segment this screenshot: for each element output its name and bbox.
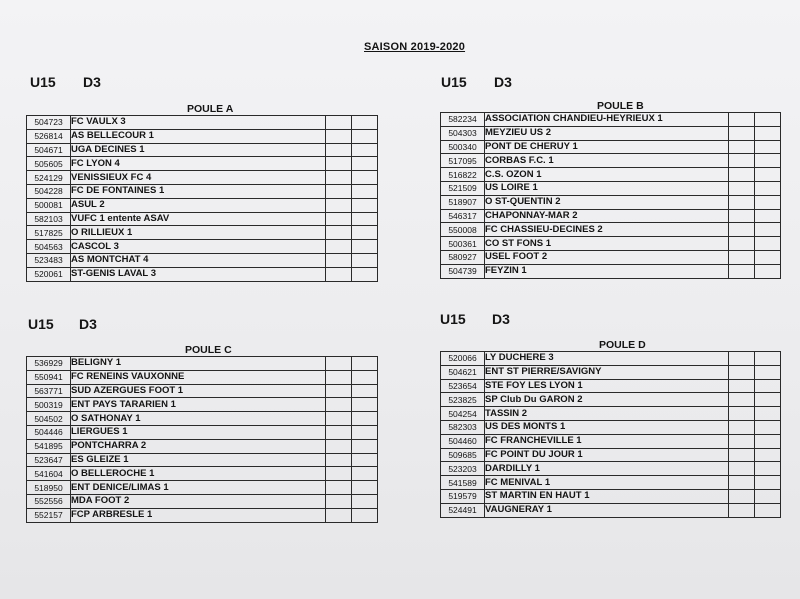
- empty-cell: [755, 250, 781, 264]
- club-name: SUD AZERGUES FOOT 1: [71, 384, 326, 398]
- empty-cell: [326, 226, 352, 240]
- empty-cell: [352, 494, 378, 508]
- empty-cell: [755, 237, 781, 251]
- empty-cell: [729, 462, 755, 476]
- club-name: ENT PAYS TARARIEN 1: [71, 398, 326, 412]
- table-row: [441, 420, 781, 434]
- club-name: MDA FOOT 2: [71, 494, 326, 508]
- empty-cell: [352, 384, 378, 398]
- club-code: 550008: [441, 223, 485, 237]
- club-code: 520066: [441, 352, 485, 366]
- empty-cell: [755, 379, 781, 393]
- empty-cell: [326, 453, 352, 467]
- empty-cell: [729, 223, 755, 237]
- table-row: [441, 434, 781, 448]
- empty-cell: [755, 407, 781, 421]
- club-code: 500319: [27, 398, 71, 412]
- empty-cell: [755, 168, 781, 182]
- empty-cell: [326, 494, 352, 508]
- club-name: O SATHONAY 1: [71, 412, 326, 426]
- club-code: 541895: [27, 439, 71, 453]
- club-name: PONT DE CHERUY 1: [485, 140, 729, 154]
- empty-cell: [729, 113, 755, 127]
- club-name: TASSIN 2: [485, 407, 729, 421]
- table-row: [441, 250, 781, 264]
- empty-cell: [326, 384, 352, 398]
- empty-cell: [352, 116, 378, 130]
- empty-cell: [352, 370, 378, 384]
- empty-cell: [755, 448, 781, 462]
- empty-cell: [755, 476, 781, 490]
- club-code: 546317: [441, 209, 485, 223]
- table-row: [441, 195, 781, 209]
- club-code: 523203: [441, 462, 485, 476]
- empty-cell: [729, 434, 755, 448]
- empty-cell: [729, 476, 755, 490]
- club-name: FCP ARBRESLE 1: [71, 508, 326, 522]
- table-row: [441, 223, 781, 237]
- club-code: 523825: [441, 393, 485, 407]
- empty-cell: [352, 212, 378, 226]
- club-code: 552556: [27, 494, 71, 508]
- table-row: [441, 264, 781, 278]
- club-code: 582303: [441, 420, 485, 434]
- empty-cell: [755, 352, 781, 366]
- table-row: [27, 508, 378, 522]
- club-code: 536929: [27, 357, 71, 371]
- club-name: O BELLEROCHE 1: [71, 467, 326, 481]
- poule-a-table: [26, 115, 378, 282]
- club-name: ASUL 2: [71, 198, 326, 212]
- table-row: [27, 357, 378, 371]
- empty-cell: [326, 240, 352, 254]
- empty-cell: [729, 264, 755, 278]
- poule-a-title: POULE A: [187, 103, 234, 115]
- empty-cell: [326, 357, 352, 371]
- club-code: 523647: [27, 453, 71, 467]
- empty-cell: [729, 154, 755, 168]
- club-name: ENT DENICE/LIMAS 1: [71, 481, 326, 495]
- club-code: 519579: [441, 489, 485, 503]
- empty-cell: [729, 168, 755, 182]
- club-name: BELIGNY 1: [71, 357, 326, 371]
- empty-cell: [352, 198, 378, 212]
- empty-cell: [352, 508, 378, 522]
- club-name: ST MARTIN EN HAUT 1: [485, 489, 729, 503]
- table-row: [441, 154, 781, 168]
- empty-cell: [729, 379, 755, 393]
- poule-d-level: D3: [492, 311, 510, 327]
- club-name: SP Club Du GARON 2: [485, 393, 729, 407]
- poule-c-level: D3: [79, 316, 97, 332]
- table-row: [27, 467, 378, 481]
- empty-cell: [326, 467, 352, 481]
- empty-cell: [755, 489, 781, 503]
- table-row: [441, 168, 781, 182]
- poule-b-table: [440, 112, 781, 279]
- table-row: [27, 184, 378, 198]
- club-code: 518950: [27, 481, 71, 495]
- club-name: PONTCHARRA 2: [71, 439, 326, 453]
- club-name: CO ST FONS 1: [485, 237, 729, 251]
- poule-c-table: [26, 356, 378, 523]
- club-code: 509685: [441, 448, 485, 462]
- empty-cell: [352, 171, 378, 185]
- club-code: 523483: [27, 253, 71, 267]
- table-row: [27, 129, 378, 143]
- table-row: [441, 140, 781, 154]
- empty-cell: [729, 237, 755, 251]
- club-name: MEYZIEU US 2: [485, 126, 729, 140]
- club-name: ENT ST PIERRE/SAVIGNY: [485, 365, 729, 379]
- club-code: 504228: [27, 184, 71, 198]
- table-row: [441, 113, 781, 127]
- poule-c-category: U15: [28, 316, 54, 332]
- table-row: [27, 171, 378, 185]
- empty-cell: [729, 209, 755, 223]
- empty-cell: [326, 129, 352, 143]
- empty-cell: [352, 439, 378, 453]
- empty-cell: [755, 264, 781, 278]
- empty-cell: [755, 126, 781, 140]
- club-code: 582234: [441, 113, 485, 127]
- empty-cell: [326, 171, 352, 185]
- empty-cell: [326, 481, 352, 495]
- club-code: 504460: [441, 434, 485, 448]
- table-row: [27, 212, 378, 226]
- table-row: [441, 126, 781, 140]
- table-row: [441, 503, 781, 517]
- club-code: 523654: [441, 379, 485, 393]
- club-name: ST-GENIS LAVAL 3: [71, 267, 326, 281]
- poule-d-category: U15: [440, 311, 466, 327]
- club-code: 500361: [441, 237, 485, 251]
- poule-b-level: D3: [494, 74, 512, 90]
- club-code: 504723: [27, 116, 71, 130]
- empty-cell: [326, 508, 352, 522]
- table-row: [27, 439, 378, 453]
- empty-cell: [755, 223, 781, 237]
- empty-cell: [729, 126, 755, 140]
- club-name: UGA DECINES 1: [71, 143, 326, 157]
- club-code: 500340: [441, 140, 485, 154]
- club-name: STE FOY LES LYON 1: [485, 379, 729, 393]
- club-name: LY DUCHERE 3: [485, 352, 729, 366]
- club-name: CHAPONNAY-MAR 2: [485, 209, 729, 223]
- club-code: 521509: [441, 181, 485, 195]
- table-row: [441, 462, 781, 476]
- table-row: [27, 481, 378, 495]
- empty-cell: [755, 154, 781, 168]
- poule-a-category: U15: [30, 74, 56, 90]
- empty-cell: [755, 503, 781, 517]
- empty-cell: [755, 462, 781, 476]
- table-row: [441, 407, 781, 421]
- club-name: AS MONTCHAT 4: [71, 253, 326, 267]
- table-row: [441, 476, 781, 490]
- club-name: O RILLIEUX 1: [71, 226, 326, 240]
- club-code: 580927: [441, 250, 485, 264]
- empty-cell: [729, 503, 755, 517]
- empty-cell: [352, 481, 378, 495]
- table-row: [27, 425, 378, 439]
- table-row: [27, 398, 378, 412]
- club-code: 541604: [27, 467, 71, 481]
- empty-cell: [326, 412, 352, 426]
- club-name: FC MENIVAL 1: [485, 476, 729, 490]
- empty-cell: [352, 240, 378, 254]
- empty-cell: [729, 195, 755, 209]
- table-row: [27, 384, 378, 398]
- club-name: FC FRANCHEVILLE 1: [485, 434, 729, 448]
- table-row: [27, 253, 378, 267]
- club-code: 518907: [441, 195, 485, 209]
- club-code: 550941: [27, 370, 71, 384]
- club-name: US LOIRE 1: [485, 181, 729, 195]
- empty-cell: [755, 140, 781, 154]
- club-name: FC POINT DU JOUR 1: [485, 448, 729, 462]
- club-code: 563771: [27, 384, 71, 398]
- table-row: [441, 209, 781, 223]
- empty-cell: [326, 439, 352, 453]
- table-row: [441, 237, 781, 251]
- empty-cell: [729, 140, 755, 154]
- empty-cell: [729, 393, 755, 407]
- table-row: [27, 370, 378, 384]
- empty-cell: [326, 157, 352, 171]
- club-name: FC RENEINS VAUXONNE: [71, 370, 326, 384]
- club-name: FC LYON 4: [71, 157, 326, 171]
- empty-cell: [352, 226, 378, 240]
- club-name: CORBAS F.C. 1: [485, 154, 729, 168]
- table-row: [441, 379, 781, 393]
- club-name: DARDILLY 1: [485, 462, 729, 476]
- club-code: 582103: [27, 212, 71, 226]
- table-row: [441, 448, 781, 462]
- table-row: [441, 489, 781, 503]
- table-row: [27, 116, 378, 130]
- empty-cell: [326, 198, 352, 212]
- table-row: [27, 240, 378, 254]
- club-code: 504563: [27, 240, 71, 254]
- poule-d-title: POULE D: [599, 339, 646, 351]
- empty-cell: [326, 253, 352, 267]
- empty-cell: [326, 425, 352, 439]
- club-code: 505605: [27, 157, 71, 171]
- club-name: VENISSIEUX FC 4: [71, 171, 326, 185]
- empty-cell: [326, 212, 352, 226]
- table-row: [27, 143, 378, 157]
- table-row: [27, 198, 378, 212]
- table-row: [27, 157, 378, 171]
- empty-cell: [326, 116, 352, 130]
- poule-b-category: U15: [441, 74, 467, 90]
- empty-cell: [326, 370, 352, 384]
- empty-cell: [326, 184, 352, 198]
- poule-a-level: D3: [83, 74, 101, 90]
- season-title: SAISON 2019-2020: [364, 41, 466, 53]
- club-name: FC CHASSIEU-DECINES 2: [485, 223, 729, 237]
- club-name: ES GLEIZE 1: [71, 453, 326, 467]
- empty-cell: [729, 365, 755, 379]
- club-code: 520061: [27, 267, 71, 281]
- club-name: FC VAULX 3: [71, 116, 326, 130]
- empty-cell: [352, 253, 378, 267]
- empty-cell: [729, 250, 755, 264]
- club-code: 541589: [441, 476, 485, 490]
- empty-cell: [755, 420, 781, 434]
- empty-cell: [352, 267, 378, 281]
- club-code: 500081: [27, 198, 71, 212]
- table-row: [441, 393, 781, 407]
- empty-cell: [729, 352, 755, 366]
- table-row: [27, 226, 378, 240]
- empty-cell: [352, 467, 378, 481]
- club-code: 504739: [441, 264, 485, 278]
- empty-cell: [352, 398, 378, 412]
- club-code: 504671: [27, 143, 71, 157]
- empty-cell: [755, 209, 781, 223]
- club-name: VUFC 1 entente ASAV: [71, 212, 326, 226]
- club-name: AS BELLECOUR 1: [71, 129, 326, 143]
- club-code: 504303: [441, 126, 485, 140]
- table-row: [441, 365, 781, 379]
- empty-cell: [729, 489, 755, 503]
- empty-cell: [755, 113, 781, 127]
- table-row: [27, 494, 378, 508]
- empty-cell: [755, 434, 781, 448]
- empty-cell: [755, 365, 781, 379]
- club-code: 517825: [27, 226, 71, 240]
- empty-cell: [326, 398, 352, 412]
- empty-cell: [755, 195, 781, 209]
- club-code: 504621: [441, 365, 485, 379]
- table-row: [441, 352, 781, 366]
- club-name: LIERGUES 1: [71, 425, 326, 439]
- club-name: FEYZIN 1: [485, 264, 729, 278]
- club-code: 524129: [27, 171, 71, 185]
- club-code: 526814: [27, 129, 71, 143]
- club-code: 552157: [27, 508, 71, 522]
- table-row: [27, 412, 378, 426]
- club-name: FC DE FONTAINES 1: [71, 184, 326, 198]
- table-row: [27, 453, 378, 467]
- empty-cell: [352, 157, 378, 171]
- club-code: 504502: [27, 412, 71, 426]
- club-name: VAUGNERAY 1: [485, 503, 729, 517]
- empty-cell: [729, 448, 755, 462]
- poule-d-table: [440, 351, 781, 518]
- club-name: CASCOL 3: [71, 240, 326, 254]
- empty-cell: [729, 420, 755, 434]
- club-name: US DES MONTS 1: [485, 420, 729, 434]
- club-name: O ST-QUENTIN 2: [485, 195, 729, 209]
- empty-cell: [352, 129, 378, 143]
- club-code: 516822: [441, 168, 485, 182]
- club-code: 517095: [441, 154, 485, 168]
- empty-cell: [352, 357, 378, 371]
- empty-cell: [326, 143, 352, 157]
- empty-cell: [352, 453, 378, 467]
- club-code: 504446: [27, 425, 71, 439]
- empty-cell: [352, 425, 378, 439]
- empty-cell: [352, 184, 378, 198]
- empty-cell: [729, 181, 755, 195]
- empty-cell: [352, 412, 378, 426]
- club-name: ASSOCIATION CHANDIEU-HEYRIEUX 1: [485, 113, 729, 127]
- empty-cell: [755, 181, 781, 195]
- poule-c-title: POULE C: [185, 344, 232, 356]
- empty-cell: [352, 143, 378, 157]
- club-name: USEL FOOT 2: [485, 250, 729, 264]
- table-row: [441, 181, 781, 195]
- empty-cell: [755, 393, 781, 407]
- club-code: 524491: [441, 503, 485, 517]
- empty-cell: [326, 267, 352, 281]
- table-row: [27, 267, 378, 281]
- club-code: 504254: [441, 407, 485, 421]
- empty-cell: [729, 407, 755, 421]
- club-name: C.S. OZON 1: [485, 168, 729, 182]
- poule-b-title: POULE B: [597, 100, 644, 112]
